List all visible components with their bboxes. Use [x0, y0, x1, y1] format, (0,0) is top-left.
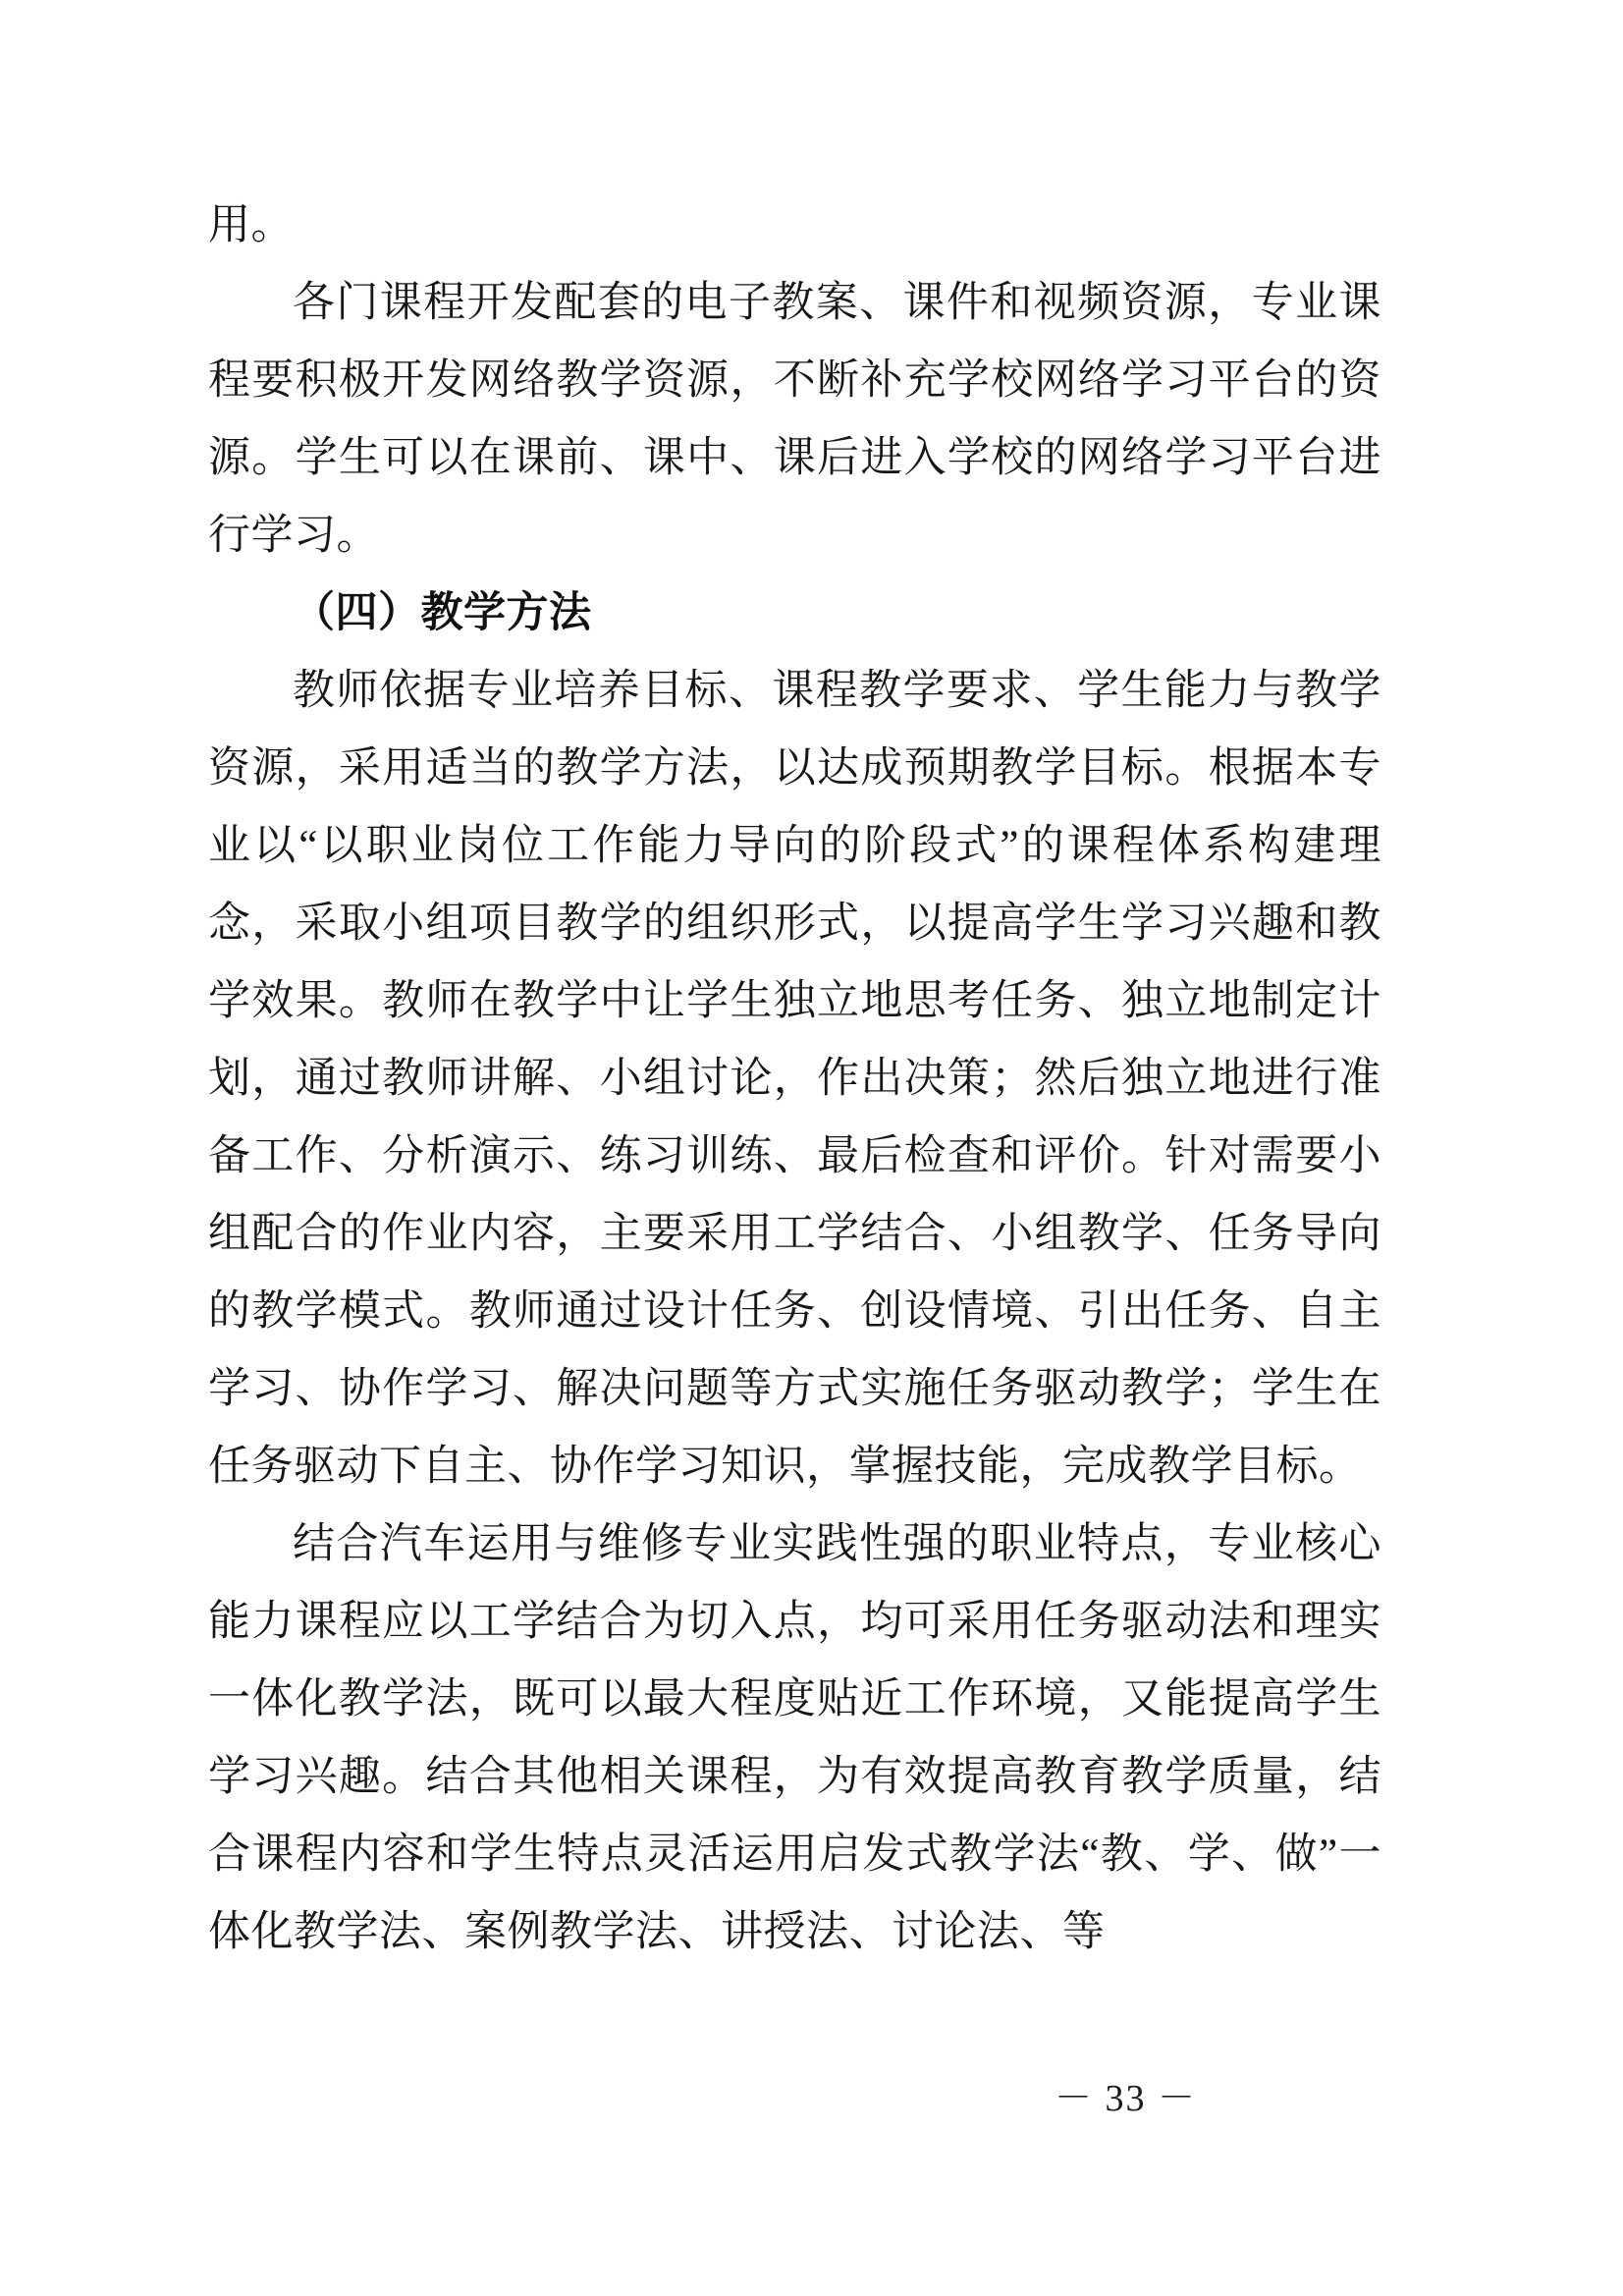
paragraph: 各门课程开发配套的电子教案、课件和视频资源，专业课程要积极开发网络教学资源，不断补充学校网络学习平台的资源。学生可以在课前、课中、课后进入学校的网络学习平台进行学习。: [208, 280, 1381, 559]
paragraph: 用。: [208, 202, 294, 248]
page-body: [208, 187, 1381, 1971]
paragraph: 教师依据专业培养目标、课程教学要求、学生能力与教学资源，采用适当的教学方法，以达成预期教学目标。根据本专业以“以职业岗位工作能力导向的阶段式”的课程体系构建理念，采取小组项目教学的组织形式，以提高学生学习兴趣和教学效果。教师在教学中让学生独立地思考任务、独立地制定计划，通过教师讲解、小组讨论，作出决策；然后独立地进行准备工作、分析演示、练习训练、最后检查和评价。针对需要小组配合的作业内容，主要采用工学结合、小组教学、任务导向的教学模式。教师通过设计任务、创设情境、引出任务、自主学习、协作学习、解决问题等方式实施任务驱动教学；学生在任务驱动下自主、协作学习知识，掌握技能，完成教学目标。: [208, 668, 1381, 1490]
page-footer: [0, 2067, 1623, 2121]
page-number: － 33 －: [1054, 2078, 1197, 2119]
paragraph: 结合汽车运用与维修专业实践性强的职业特点，专业核心能力课程应以工学结合为切入点，均可采用任务驱动法和理实一体化教学法，既可以最大程度贴近工作环境，又能提高学生学习兴趣。结合其他相关课程，为有效提高教育教学质量，结合课程内容和学生特点灵活运用启发式教学法“教、学、做”一体化教学法、案例教学法、讲授法、讨论法、等: [208, 1521, 1381, 1955]
section-heading: （四）教学方法: [293, 590, 592, 636]
